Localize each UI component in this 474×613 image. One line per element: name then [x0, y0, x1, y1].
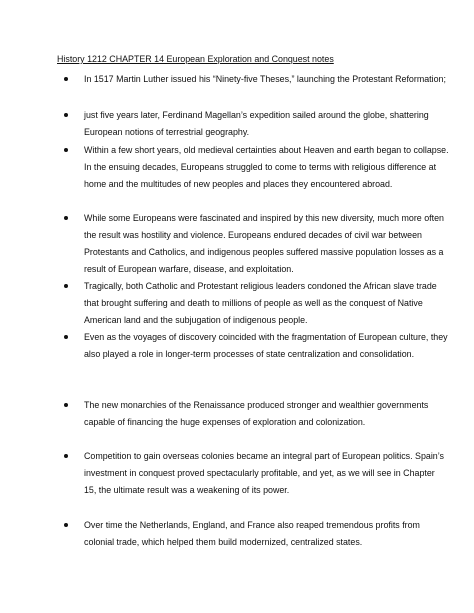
- bullet-text: Within a few short years, old medieval certainties about Heaven and earth began to collapse. In the ensuing decades, Europeans struggled to come to terms with religious difference at home and the multitudes of new peoples and places they encountered abroad.: [84, 145, 449, 189]
- bullet-icon: [64, 284, 68, 288]
- bullet-icon: [64, 216, 68, 220]
- bullet-text: The new monarchies of the Renaissance produced stronger and wealthier governments capable of financing the huge expenses of exploration and colonization.: [84, 400, 429, 427]
- bullet-icon: [64, 454, 68, 458]
- bullet-text: In 1517 Martin Luther issued his “Ninety-five Theses,” launching the Protestant Reformation;: [84, 74, 446, 84]
- document-title: History 1212 CHAPTER 14 European Exploration and Conquest notes: [57, 54, 334, 64]
- bullet-text: just five years later, Ferdinand Magellan’s expedition sailed around the globe, shattering European notions of terrestrial geography.: [84, 110, 429, 137]
- bullet-icon: [64, 523, 68, 527]
- bullet-text: Even as the voyages of discovery coincided with the fragmentation of European culture, they also played a role in longer-term processes of state centralization and consolidation.: [84, 332, 448, 359]
- bullet-text: Competition to gain overseas colonies became an integral part of European politics. Spain’s investment in conquest proved spectacularly profitable, and yet, as we will see in Chapter 15, the ultimate result was a weakening of its power.: [84, 451, 444, 495]
- bullet-icon: [64, 113, 68, 117]
- bullet-icon: [64, 77, 68, 81]
- bullet-icon: [64, 335, 68, 339]
- bullet-icon: [64, 148, 68, 152]
- bullet-icon: [64, 403, 68, 407]
- bullet-text: Over time the Netherlands, England, and France also reaped tremendous profits from colonial trade, which helped them build modernized, centralized states.: [84, 520, 420, 547]
- bullet-text: Tragically, both Catholic and Protestant religious leaders condoned the African slave trade that brought suffering and death to millions of people as well as the conquest of Native American land and the subjugation of indigenous people.: [84, 281, 437, 325]
- bullet-text: While some Europeans were fascinated and inspired by this new diversity, much more often the result was hostility and violence. Europeans endured decades of civil war between Protestants and Catholics, and indigenous peoples suffered massive population losses as a result of European warfare, disease, and exploitation.: [84, 213, 444, 274]
